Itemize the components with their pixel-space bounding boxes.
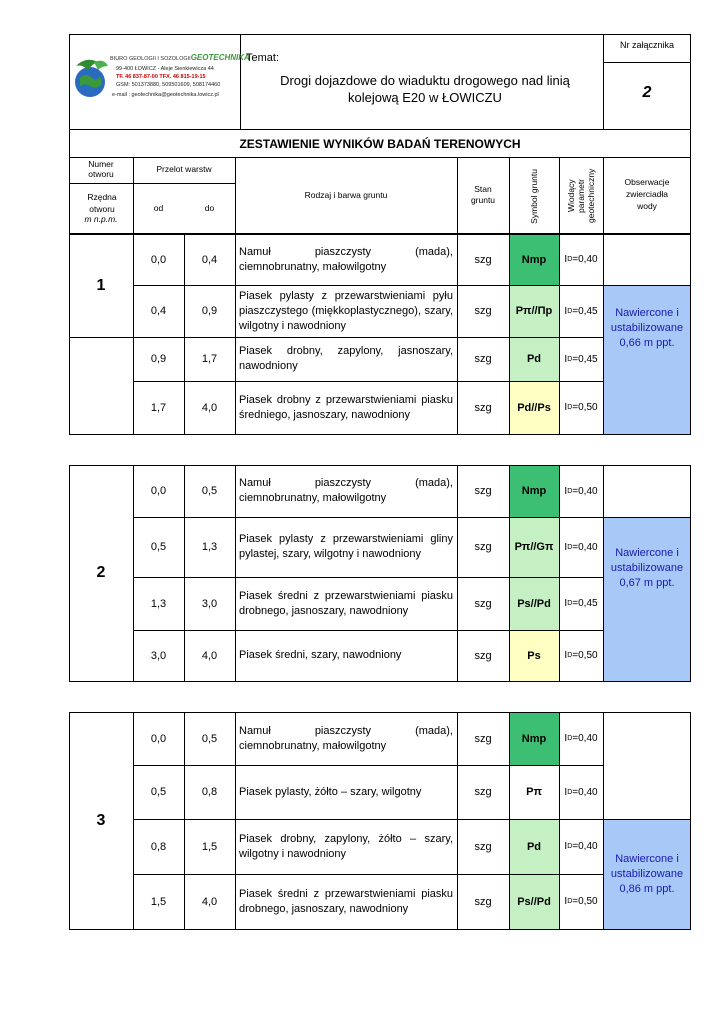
layer-from: 0,9: [150, 353, 167, 365]
layer-parameter: I D =0,40: [564, 841, 598, 852]
layer-to: 3,0: [201, 597, 218, 610]
layer-parameter: I D =0,40: [564, 254, 598, 265]
layer-to: 0,8: [201, 786, 218, 798]
layer-soil-description: [235, 337, 457, 381]
layer-to: 0,5: [201, 732, 218, 745]
layer-symbol: Pπ: [526, 786, 542, 798]
layer-state: szg: [474, 786, 492, 798]
layer-soil-text: Piasek drobny z przewarstwieniami piasku średniego, jasnoszary, nawodniony: [239, 393, 453, 421]
layer-state: szg: [474, 353, 492, 365]
layer-parameter: I D =0,50: [564, 896, 598, 907]
layer-state: szg: [474, 541, 492, 553]
layer-from: 0,5: [150, 541, 167, 553]
layer-parameter: I D =0,40: [564, 541, 598, 553]
layer-to: 1,5: [201, 840, 218, 853]
layer-from: 0,0: [150, 253, 167, 266]
header-symbol-wrap: [509, 160, 559, 232]
layer-from: 0,0: [150, 485, 167, 497]
topic-title: Drogi dojazdowe do wiaduktu drogowego nad linią kolejową E20 w ŁOWICZU: [280, 73, 570, 105]
layer-state: szg: [474, 485, 492, 497]
layer-from: 0,4: [150, 305, 167, 317]
topic-label: Temat:: [246, 52, 280, 64]
layer-soil-text: Namuł piaszczysty (mada), ciemnobrunatny, małowilgotny: [239, 724, 453, 752]
layer-parameter: I D =0,50: [564, 650, 598, 661]
layer-soil-description: [235, 381, 457, 434]
table-title: ZESTAWIENIE WYNIKÓW BADAŃ TERENOWYCH: [69, 130, 691, 158]
layer-symbol: Nmp: [521, 485, 547, 497]
borehole-number: 2: [96, 564, 106, 581]
layer-state: szg: [474, 840, 492, 853]
layer-soil-text: Namuł piaszczysty (mada), ciemnobrunatny, małowilgotny: [239, 245, 453, 273]
layer-symbol: Ps//Pd: [517, 895, 551, 908]
layer-from: 1,7: [150, 401, 167, 414]
borehole-number: 1: [96, 276, 106, 294]
layer-to: 4,0: [201, 649, 218, 662]
layer-state: szg: [474, 401, 492, 414]
company-email: e-mail : geotechnika@geotechnika.lowicz.pl: [112, 92, 219, 98]
attachment-label: Nr załącznika: [619, 40, 675, 50]
header-parameter: Wiodący parametr geotechniczny: [566, 168, 596, 224]
company-address: 99-400 ŁOWICZ - Aleje Sienkiewicza 44: [116, 66, 214, 72]
layer-to: 0,5: [201, 485, 218, 497]
layer-soil-text: Piasek średni, szary, nawodniony: [239, 649, 402, 661]
layer-soil-description: [235, 517, 457, 577]
layer-to: 4,0: [201, 401, 218, 414]
layer-parameter: I D =0,50: [564, 402, 598, 413]
layer-soil-text: Namuł piaszczysty (mada), ciemnobrunatny, małowilgotny: [239, 477, 453, 504]
layer-state: szg: [474, 597, 492, 610]
layer-state: szg: [474, 253, 492, 266]
layer-parameter: I D =0,40: [564, 733, 598, 744]
layer-from: 1,3: [150, 597, 167, 610]
header-soil: Rodzaj i barwa gruntu: [304, 190, 388, 200]
layer-soil-text: Piasek średni z przewarstwieniami piasku drobnego, jasnoszary, nawodniony: [239, 887, 453, 915]
layer-symbol: Ps//Pd: [517, 597, 551, 610]
header-to: do: [204, 203, 215, 213]
layer-to: 0,4: [201, 253, 218, 266]
layer-parameter: I D =0,45: [564, 353, 598, 365]
layer-parameter: I D =0,40: [564, 485, 598, 497]
layer-from: 1,5: [150, 895, 167, 908]
layer-soil-text: Piasek pylasty, żółto – szary, wilgotny: [239, 785, 422, 798]
borehole-number: 3: [96, 811, 106, 829]
layer-symbol: Pd//Ps: [517, 401, 551, 414]
water-observation: Nawiercone i ustabilizowane 0,86 m ppt.: [610, 852, 684, 895]
header-elevation-unit: m n.p.m.: [84, 214, 118, 224]
header-observations: Obserwacje zwierciadła wody: [624, 177, 670, 211]
globe-logo-icon: [72, 56, 112, 102]
layer-soil-description: [235, 234, 457, 285]
layer-parameter: I D =0,45: [564, 305, 598, 317]
layer-state: szg: [474, 305, 492, 317]
layer-soil-text: Piasek drobny, zapylony, jasnoszary, nawodniony: [239, 345, 453, 372]
header-layer-span: Przelot warstw: [156, 164, 212, 174]
layer-to: 1,7: [201, 353, 218, 365]
water-observation: Nawiercone i ustabilizowane 0,66 m ppt.: [610, 306, 684, 349]
company-gsm: GSM: 501373880, 509501609, 508174460: [116, 82, 221, 88]
layer-state: szg: [474, 732, 492, 745]
layer-soil-text: Piasek pylasty z przewarstwieniami gliny pylastej, szary, wilgotny i nawodniony: [239, 533, 453, 560]
layer-from: 0,8: [150, 840, 167, 853]
layer-symbol: Ps: [527, 649, 541, 662]
layer-soil-description: [235, 285, 457, 337]
layer-from: 3,0: [150, 649, 167, 662]
company-phones: TF. 46 837-87-00 TFX. 46 815-19-15: [116, 74, 206, 80]
layer-soil-description: [235, 765, 457, 819]
company-brand: GEOTECHNIKA: [190, 53, 250, 62]
header-hole-elevation: Rzędna otworu: [87, 192, 117, 214]
layer-state: szg: [474, 895, 492, 908]
layer-soil-description: [235, 465, 457, 517]
layer-soil-description: [235, 712, 457, 765]
layer-to: 0,9: [201, 305, 218, 317]
company-logo: [72, 52, 250, 108]
layer-soil-description: [235, 577, 457, 630]
layer-from: 0,5: [150, 786, 167, 798]
layer-symbol: Pπ//Gπ: [514, 541, 554, 553]
attachment-number: 2: [642, 84, 652, 101]
header-state: Stan gruntu: [470, 184, 496, 205]
layer-symbol: Pπ//Πp: [515, 305, 553, 317]
layer-to: 1,3: [201, 541, 218, 553]
layer-soil-text: Piasek średni z przewarstwieniami piasku drobnego, jasnoszary, nawodniony: [239, 589, 453, 617]
header-hole-number: Numer otworu: [88, 159, 114, 179]
layer-soil-description: [235, 874, 457, 929]
water-observation: Nawiercone i ustabilizowane 0,67 m ppt.: [610, 547, 684, 589]
header-from: od: [153, 203, 164, 213]
company-name: BIURO GEOLOGII I SOZOLOGII: [110, 56, 191, 62]
header-parameter-wrap: [559, 160, 603, 232]
layer-soil-text: Piasek pylasty z przewarstwieniami pyłu piaszczystego (miękkoplastycznego), szary, wilgotny i nawodniony: [239, 289, 453, 332]
layer-symbol: Nmp: [521, 732, 547, 745]
layer-symbol: Pd: [526, 840, 542, 853]
layer-parameter: I D =0,40: [564, 786, 598, 798]
layer-soil-text: Piasek drobny, zapylony, żółto – szary, wilgotny i nawodniony: [239, 832, 453, 860]
layer-from: 0,0: [150, 732, 167, 745]
layer-to: 4,0: [201, 895, 218, 908]
header-symbol: Symbol gruntu: [529, 168, 539, 224]
layer-state: szg: [474, 649, 492, 662]
layer-soil-description: [235, 819, 457, 874]
layer-soil-description: [235, 630, 457, 681]
layer-symbol: Nmp: [521, 253, 547, 266]
layer-parameter: I D =0,45: [564, 598, 598, 609]
layer-symbol: Pd: [526, 353, 542, 365]
